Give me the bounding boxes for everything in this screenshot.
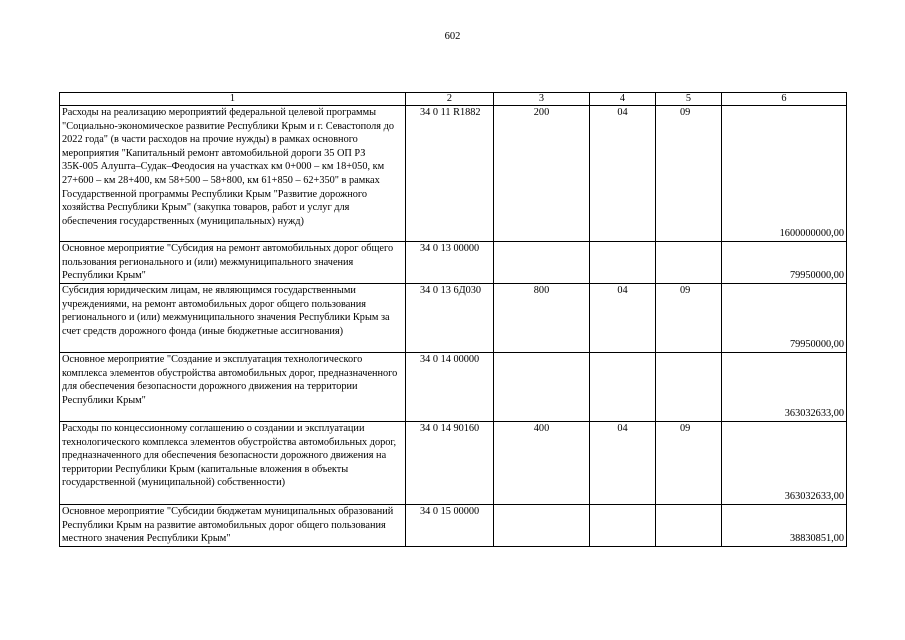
row-description: Основное мероприятие "Субсидия на ремонт автомобильных дорог общего пользования регионального и (или) межмуниципального значения Республики Крым" [60,242,406,284]
row-description: Расходы по концессионному соглашению о создании и эксплуатации технологического комплекса элементов обустройства автомобильных дорог, предназначенного для обеспечения безопасности дорожного движения на территории Республики Крым (капитальные вложения в объекты государственной (муниципальной) собственности) [60,422,406,505]
row-expense-type [494,505,590,547]
row-expense-type: 200 [494,106,590,242]
column-header: 1 [60,93,406,106]
row-section: 04 [590,422,656,505]
row-target-code: 34 0 14 00000 [406,353,494,422]
table-row [60,505,847,547]
row-amount: 363032633,00 [722,422,847,505]
row-amount: 79950000,00 [722,242,847,284]
table-row [60,353,847,422]
row-section [590,505,656,547]
row-description: Основное мероприятие "Создание и эксплуатация технологического комплекса элементов обустройства автомобильных дорог, предназначенного для обеспечения безопасности дорожного движения на территории Республики Крым" [60,353,406,422]
row-expense-type [494,242,590,284]
row-amount: 1600000000,00 [722,106,847,242]
row-description: Субсидия юридическим лицам, не являющимся государственными учреждениями, на ремонт автомобильных дорог общего пользования регионального и (или) межмуниципального значения Республики Крым за счет средств дорожного фонда (иные бюджетные ассигнования) [60,284,406,353]
row-section [590,242,656,284]
row-subsection [656,353,722,422]
column-header: 2 [406,93,494,106]
table-row [60,422,847,505]
row-subsection: 09 [656,106,722,242]
column-header: 6 [722,93,847,106]
row-section: 04 [590,284,656,353]
column-header: 4 [590,93,656,106]
table-row [60,284,847,353]
row-amount: 363032633,00 [722,353,847,422]
table-row [60,242,847,284]
row-target-code: 34 0 15 00000 [406,505,494,547]
row-subsection: 09 [656,422,722,505]
row-expense-type: 400 [494,422,590,505]
budget-table [59,92,847,547]
row-subsection: 09 [656,284,722,353]
row-amount: 38830851,00 [722,505,847,547]
table-row [60,106,847,242]
row-subsection [656,505,722,547]
row-target-code: 34 0 13 00000 [406,242,494,284]
column-header: 5 [656,93,722,106]
row-expense-type [494,353,590,422]
row-section: 04 [590,106,656,242]
row-description: Расходы на реализацию мероприятий федеральной целевой программы "Социально-экономическое развитие Республики Крым и г. Севастополя до 2022 года" (в части расходов на прочие нужды) в рамках основного мероприятия "Капитальный ремонт автомобильной дороги 35 ОП РЗ 35К-005 Алушта–Судак–Феодосия на участках км 0+000 – км 18+050, км 27+600 – км 28+400, км 58+500 – 58+800, км 61+850 – 62+350" в рамках Государственной программы Республики Крым "Развитие дорожного хозяйства Республики Крым" (закупка товаров, работ и услуг для обеспечения государственных (муниципальных) нужд) [60,106,406,242]
row-section [590,353,656,422]
column-header: 3 [494,93,590,106]
row-subsection [656,242,722,284]
row-description: Основное мероприятие "Субсидии бюджетам муниципальных образований Республики Крым на развитие автомобильных дорог общего пользования местного значения Республики Крым" [60,505,406,547]
page-number: 602 [444,31,461,42]
row-target-code: 34 0 14 90160 [406,422,494,505]
row-target-code: 34 0 13 6Д030 [406,284,494,353]
row-target-code: 34 0 11 R1882 [406,106,494,242]
row-expense-type: 800 [494,284,590,353]
table-header-row [60,93,847,106]
row-amount: 79950000,00 [722,284,847,353]
